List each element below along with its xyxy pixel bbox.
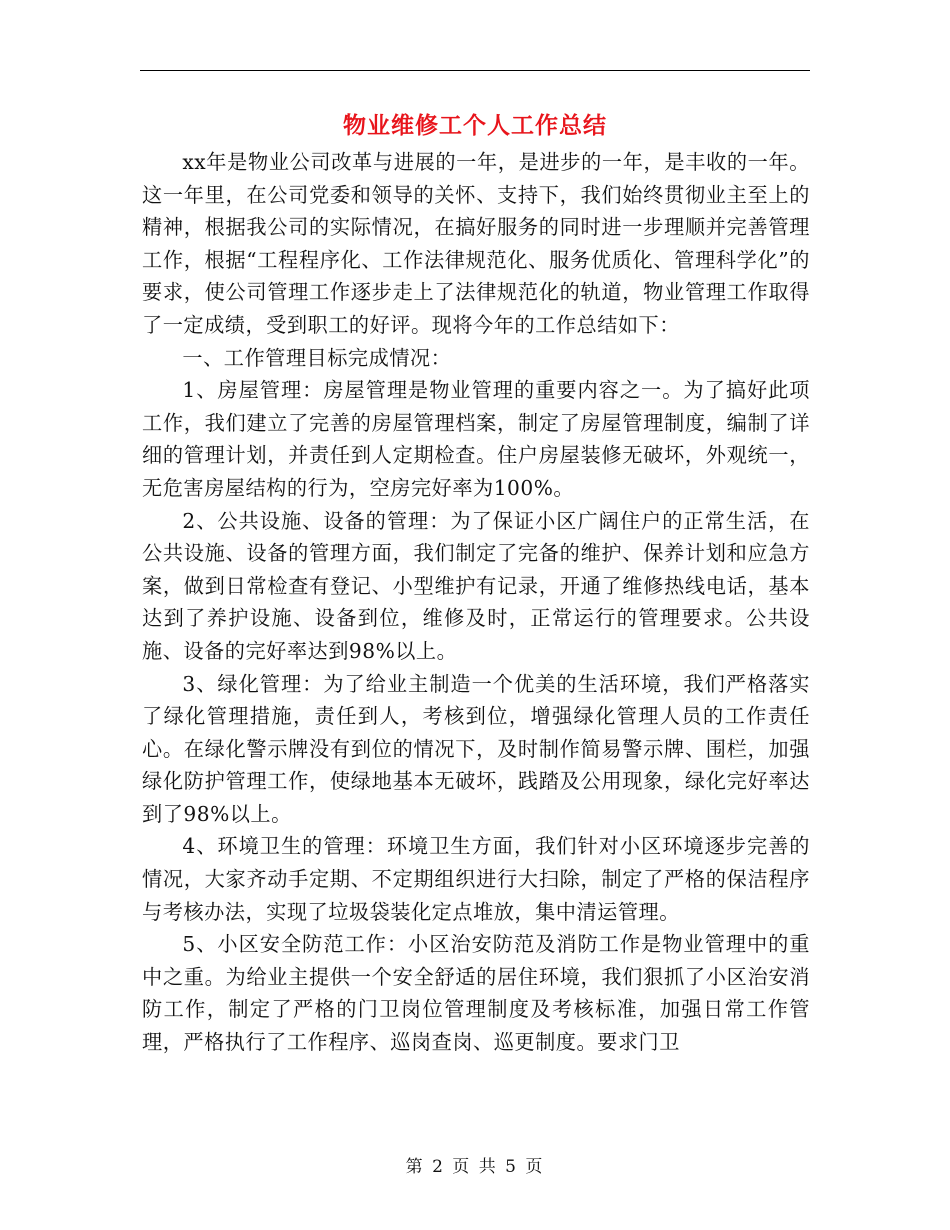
- document-title: 物业维修工个人工作总结: [343, 112, 607, 139]
- header-rule: [140, 70, 810, 71]
- page-number: 第 2 页 共 5 页: [405, 1157, 545, 1177]
- paragraph-facilities: 2、公共设施、设备的管理：为了保证小区广阔住户的正常生活，在公共设施、设备的管理方面，我们制定了完备的维护、保养计划和应急方案，做到日常检查有登记、小型维护有记录，开通了维修热线电话，基本达到了养护设施、设备到位，维修及时，正常运行的管理要求。公共设施、设备的完好率达到98%以上。: [142, 508, 810, 663]
- paragraph-section-heading: 一、工作管理目标完成情况：: [182, 345, 452, 370]
- paragraph-sanitation: 4、环境卫生的管理：环境卫生方面，我们针对小区环境逐步完善的情况，大家齐动手定期、不定期组织进行大扫除，制定了严格的保洁程序与考核办法，实现了垃圾袋装化定点堆放，集中清运管理。: [142, 834, 810, 924]
- paragraph-greening: 3、绿化管理：为了给业主制造一个优美的生活环境，我们严格落实了绿化管理措施，责任到人，考核到位，增强绿化管理人员的工作责任心。在绿化警示牌没有到位的情况下，及时制作简易警示牌、围栏，加强绿化防护管理工作，使绿地基本无破坏，践踏及公用现象，绿化完好率达到了98%以上。: [142, 671, 810, 826]
- paragraph-housing: 1、房屋管理：房屋管理是物业管理的重要内容之一。为了搞好此项工作，我们建立了完善的房屋管理档案，制定了房屋管理制度，编制了详细的管理计划，并责任到人定期检查。住户房屋装修无破坏，外观统一，无危害房屋结构的行为，空房完好率为100%。: [142, 378, 810, 500]
- document-body: [142, 146, 810, 1059]
- paragraph-security: 5、小区安全防范工作：小区治安防范及消防工作是物业管理中的重中之重。为给业主提供一个安全舒适的居住环境，我们狠抓了小区治安消防工作，制定了严格的门卫岗位管理制度及考核标准，加强日常工作管理，严格执行了工作程序、巡岗查岗、巡更制度。要求门卫: [142, 932, 810, 1055]
- paragraph-intro: xx年是物业公司改革与进展的一年，是进步的一年，是丰收的一年。这一年里，在公司党委和领导的关怀、支持下，我们始终贯彻业主至上的精神，根据我公司的实际情况，在搞好服务的同时进一步理顺并完善管理工作，根据“工程程序化、工作法律规范化、服务优质化、管理科学化”的要求，使公司管理工作逐步走上了法律规范化的轨道，物业管理工作取得了一定成绩，受到职工的好评。现将今年的工作总结如下：: [142, 150, 810, 337]
